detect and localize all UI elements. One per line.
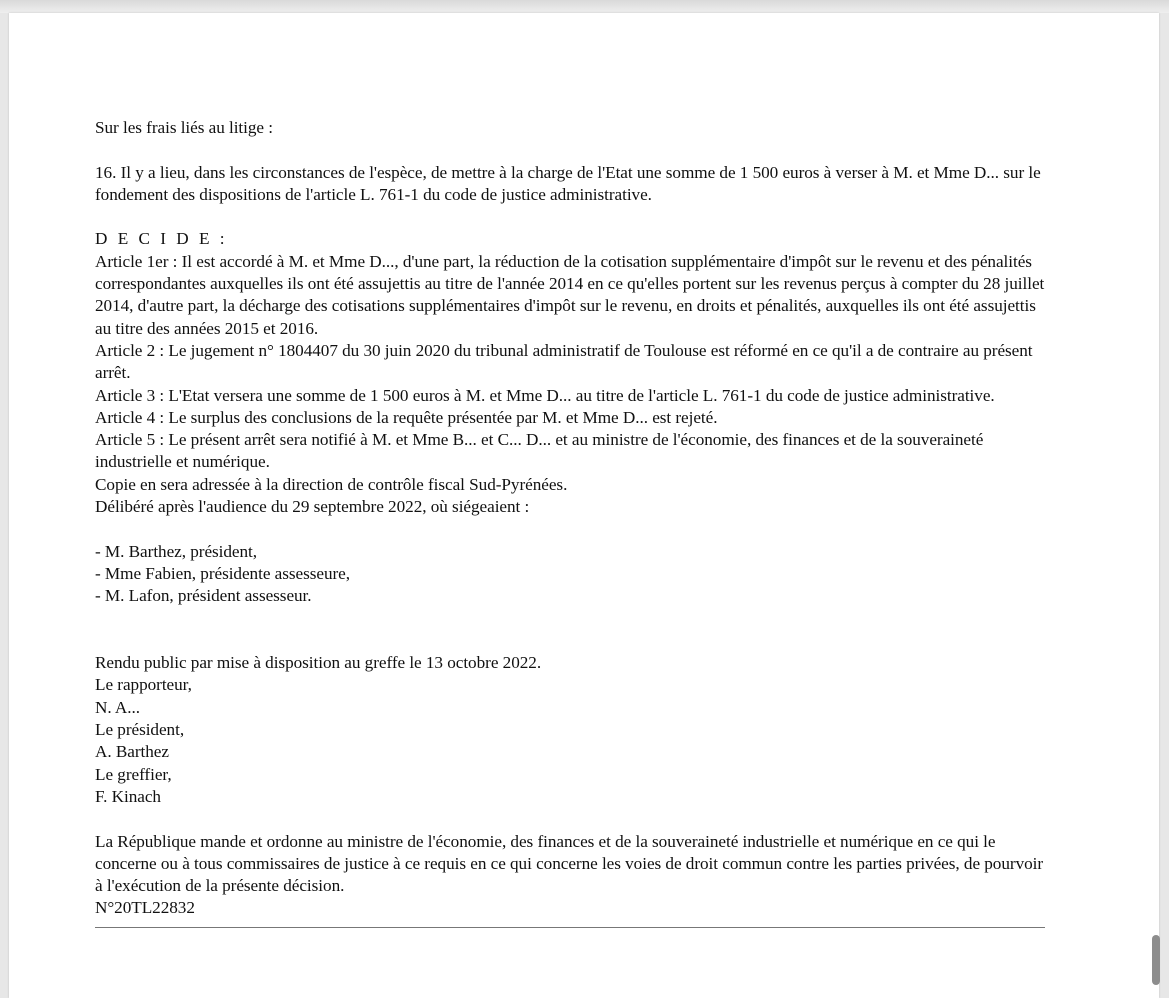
member-lafon: - M. Lafon, président assesseur. — [95, 586, 312, 606]
signature-clerk-name: F. Kinach — [95, 786, 161, 806]
article-1: Article 1er : Il est accordé à M. et Mme D..., d'une part, la réduction de la cotisation supplémentaire d'impôt sur le revenu et des pénalités correspondantes auxquelles ils ont été assujettis au titre de l'année 2014 en ce qu'elles portent sur les revenus perçus à compter du 28 juillet 2014, d'autre part, la décharge des cotisations supplémentaires d'impôt sur le revenu, en droits et pénalités, auxquelles ils ont été assujettis au titre des années 2015 et 2016. — [95, 251, 1045, 338]
signature-clerk-title: Le greffier, — [95, 764, 172, 784]
vertical-scrollbar-thumb[interactable] — [1152, 935, 1160, 985]
signature-president-name: A. Barthez — [95, 742, 169, 762]
spacer — [95, 808, 1047, 830]
spacer — [95, 518, 1047, 540]
document-page — [9, 13, 1159, 998]
spacer — [95, 139, 1047, 161]
costs-heading: Sur les frais liés au litige : — [95, 118, 273, 137]
copy-recipient: Copie en sera adressée à la direction de contrôle fiscal Sud-Pyrénées. — [95, 474, 568, 494]
court-decision-text — [95, 117, 1047, 928]
viewer-top-edge — [0, 0, 1169, 13]
signature-rapporteur-title: Le rapporteur, — [95, 675, 192, 695]
decide-heading: D E C I D E : — [95, 229, 228, 249]
member-barthez: - M. Barthez, président, — [95, 541, 258, 561]
article-2: Article 2 : Le jugement n° 1804407 du 30 juin 2020 du tribunal administratif de Toulouse est réformé en ce qu'il a de contraire au présent arrêt. — [95, 340, 1033, 383]
case-number: N°20TL22832 — [95, 898, 195, 918]
member-fabien: - Mme Fabien, présidente assesseure, — [95, 563, 350, 583]
public-release: Rendu public par mise à disposition au greffe le 13 octobre 2022. — [95, 653, 542, 673]
spacer — [95, 206, 1047, 228]
article-3: Article 3 : L'Etat versera une somme de 1 500 euros à M. et Mme D... au titre de l'article L. 761-1 du code de justice administrative. — [95, 385, 995, 405]
deliberation-date: Délibéré après l'audience du 29 septembre 2022, où siégeaient : — [95, 497, 530, 517]
signature-president-title: Le président, — [95, 720, 185, 740]
republic-order: La République mande et ordonne au ministre de l'économie, des finances et de la souveraineté industrielle et numérique en ce qui le concerne ou à tous commissaires de justice à ce requis en ce qui concerne les voies de droit commun contre les parties privées, de pourvoir à l'exécution de la présente décision. — [95, 831, 1044, 896]
article-5: Article 5 : Le présent arrêt sera notifié à M. et Mme B... et C... D... et au ministre de l'économie, des finances et de la souveraineté industrielle et numérique. — [95, 430, 984, 472]
signature-rapporteur-name: N. A... — [95, 697, 141, 717]
spacer — [95, 608, 1047, 653]
paragraph-16: 16. Il y a lieu, dans les circonstances de l'espèce, de mettre à la charge de l'Etat une somme de 1 500 euros à verser à M. et Mme D... sur le fondement des dispositions de l'article L. 761-1 du code de justice administrative. — [95, 162, 1041, 204]
article-4: Article 4 : Le surplus des conclusions de la requête présentée par M. et Mme D... est rejeté. — [95, 407, 718, 427]
bottom-divider — [95, 927, 1045, 928]
